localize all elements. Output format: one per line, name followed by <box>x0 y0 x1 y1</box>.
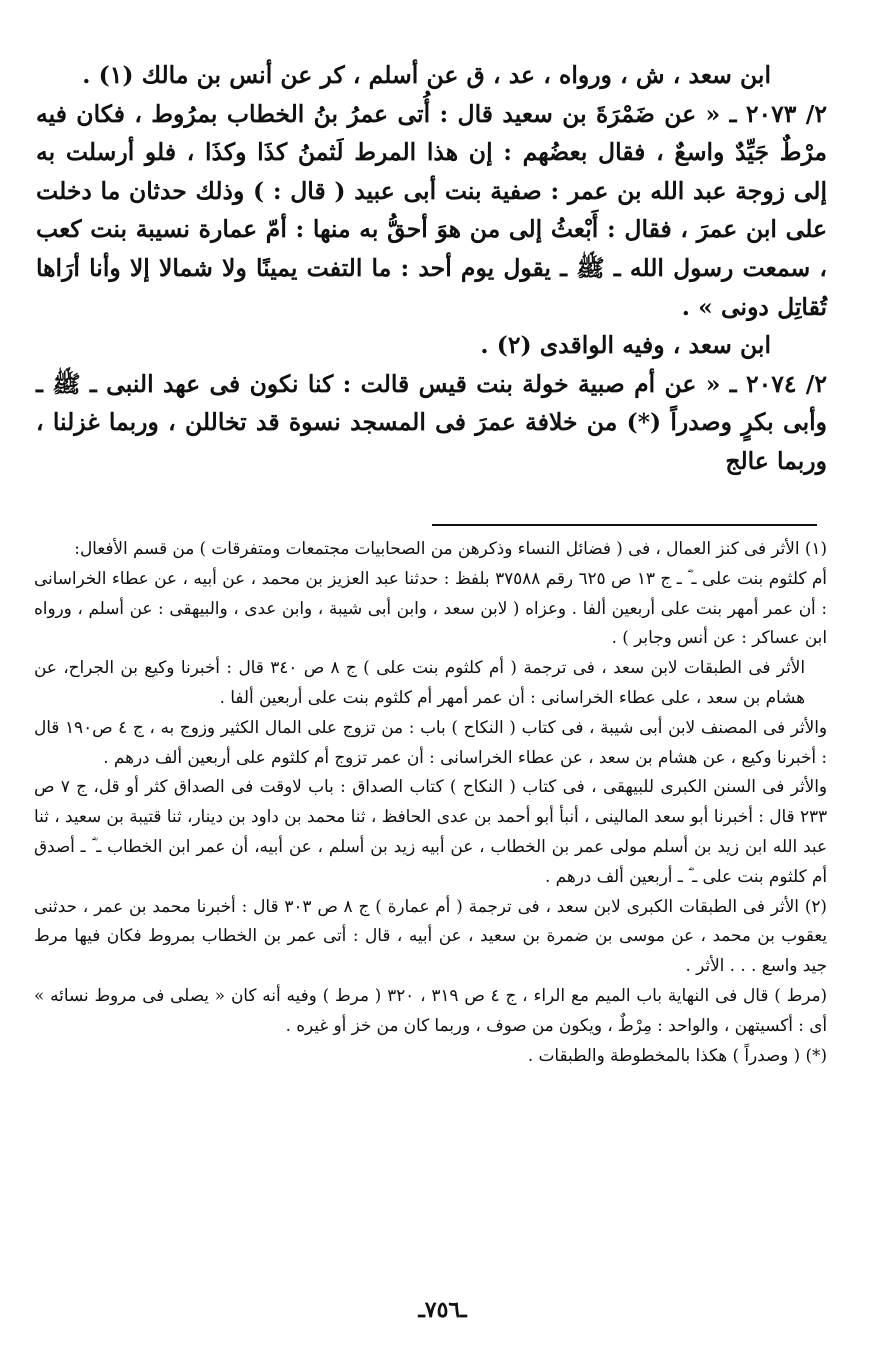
footnote-star: (*) ( وصدراً ) هكذا بالمخطوطة والطبقات . <box>527 1044 827 1065</box>
main-text <box>36 56 827 481</box>
footnote-1-paragraph: الأثر فى الطبقات لابن سعد ، فى ترجمة ( أم كلثوم بنت على ) ج ٨ ص ٣٤٠ قال : أخبرنا وكيع بن الجراح، عن هشام بن سعد ، على عطاء الخراسانى : أن عمر أمهر أم كلثوم بنت على أربعين ألفا . <box>34 657 805 707</box>
hadith-2074: ٢/ ٢٠٧٤ ـ « عن أم صبية خولة بنت قيس قالت : كنا نكون فى عهد النبى ـ ﷺ ـ وأبى بكرٍ وصدراً (*) من خلافة عمرَ فى المسجد نسوة قد تخاللن ، وربما غزلنا ، وربما عالج <box>36 369 827 475</box>
footnote-divider <box>432 524 817 526</box>
footnote-1: (١) الأثر فى كنز العمال ، فى ( فضائل النساء وذكرهن من الصحابيات مجتمعات ومتفرقات ) من قسم الأفعال: <box>74 538 827 558</box>
citation-line: ابن سعد ، ش ، ورواه ، عد ، ق عن أسلم ، كر عن أنس بن مالك (١) . <box>82 61 771 89</box>
footnotes <box>34 534 827 1070</box>
footnote-1-paragraph: والأثر فى المصنف لابن أبى شيبة ، فى كتاب ( النكاح ) باب : من تزوج على المال الكثير وزوج به ، ج ٤ ص١٩٠ قال : أخبرنا وكيع ، عن هشام بن سعد ، عن عطاء الخراسانى : أن عمر تزوج أم كلثوم على أربعين ألف درهم . <box>34 716 827 767</box>
footnote-1-paragraph: والأثر فى السنن الكبرى للبيهقى ، فى كتاب ( النكاح ) كتاب الصداق : باب لاوقت فى الصداق كثر أو قل، ج ٧ ص ٢٣٣ قال : أخبرنا أبو سعد المالينى ، أنبأ أبو أحمد بن عدى الحافظ ، ثنا محمد بن داود بن دينار، ثنا قتيبة بن سعيد ، ثنا عبد الله ابن زيد بن أسلم مولى عمر بن الخطاب ، عن أبيه زيد بن أسلم ، عن أبيه، أن عمر ابن الخطاب ـ ؓ ـ أصدق أم كلثوم بنت على ـ ؓ ـ أربعين ألف درهم . <box>34 776 827 886</box>
hadith-2073: ٢/ ٢٠٧٣ ـ « عن ضَمْرَةَ بن سعيد قال : أُتى عمرُ بنُ الخطاب بمرُوط ، فكان فيه مرْطٌ جَيِّدٌ واسعٌ ، فقال بعضُهم : إن هذا المرط لَثمنُ كذَا وكذَا ، فلو أرسلت به إلى زوجة عبد الله بن عمر : صفية بنت أبى عبيد ( قال : ) وذلك حدثان ما دخلت على ابن عمرَ ، فقال : أَبْعثُ إلى من هوَ أحقُّ به منها : أمّ عمارة نسيبة بنت كعب ، سمعت رسول الله ـ ﷺ ـ يقول يوم أحد : ما التفت يمينًا ولا شمالا إلا وأنا أرَاها تُقاتِل دونى » . <box>36 99 828 321</box>
footnote-2-paragraph: (مرط ) قال فى النهاية باب الميم مع الراء ، ج ٤ ص ٣١٩ ، ٣٢٠ ( مرط ) وفيه أنه كان « يصلى فى مروط نسائه » أى : أكسيتهن ، والواحد : مِرْطٌ ، ويكون من صوف ، وربما كان من خز أو غيره . <box>34 984 827 1035</box>
citation-line: ابن سعد ، وفيه الواقدى (٢) . <box>480 331 771 360</box>
footnote-2: (٢) الأثر فى الطبقات الكبرى لابن سعد ، فى ترجمة ( أم عمارة ) ج ٨ ص ٣٠٣ قال : أخبرنا محمد بن عمر ، حدثنى يعقوب بن محمد ، عن موسى بن ضمرة بن سعيد ، عن أبيه ، قال : أتى عمر بن الخطاب بمروط فكان فيها مرط جيد واسع . . . الأثر . <box>34 895 827 976</box>
page-number: ـ٧٥٦ـ <box>418 1297 467 1323</box>
footnote-1-paragraph: أم كلثوم بنت على ـ ؓ ـ ج ١٣ ص ٦٢٥ رقم ٣٧٥٨٨ بلفظ : حدثنا عبد العزيز بن محمد ، عن أبيه ، عن عطاء الخراسانى : أن عمر أمهر بنت على أربعين ألفا . وعزاه ( لابن سعد ، وابن أبى شيبة ، وابن عدى ، والبيهقى : عن أسلم ، ورواه ابن عساكر : عن أنس وجابر ) . <box>34 567 827 648</box>
